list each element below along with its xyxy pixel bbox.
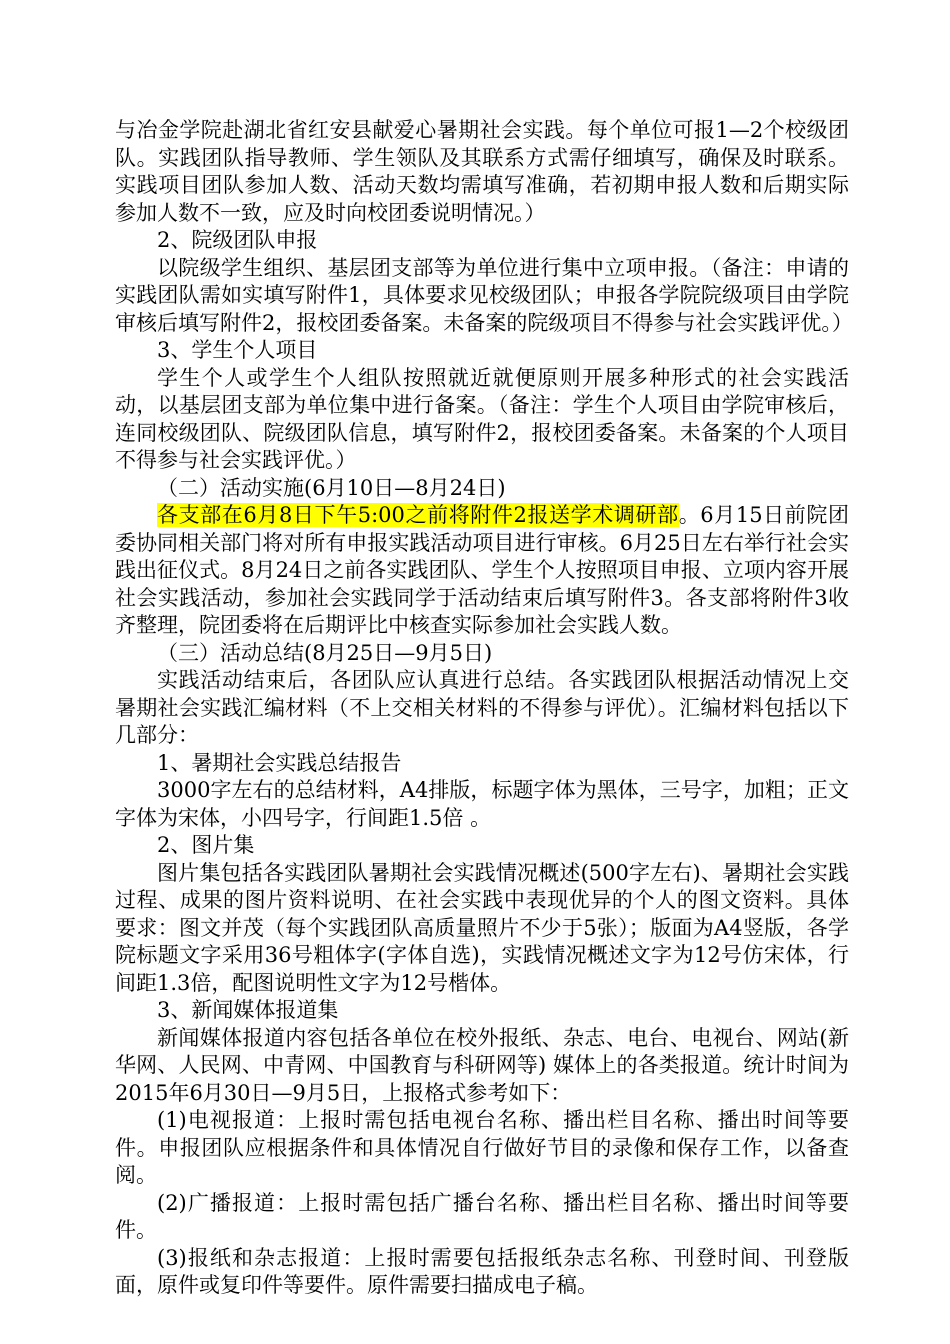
paragraph-summary: 实践活动结束后，各团队应认真进行总结。各实践团队根据活动情况上交暑期社会实践汇编材料（不上交相关材料的不得参与评优）。汇编材料包括以下几部分： <box>115 668 849 747</box>
paragraph-1: 与冶金学院赴湖北省红安县献爱心暑期社会实践。每个单位可报1—2个校级团队。实践团队指导教师、学生领队及其联系方式需仔细填写，确保及时联系。实践项目团队参加人数、活动天数均需填写准确，若初期申报人数和后期实际参加人数不一致，应及时向校团委说明情况。） <box>115 118 849 225</box>
paragraph-implementation <box>115 502 849 640</box>
heading-summary: （三）活动总结(8月25日—9月5日) <box>157 640 493 665</box>
document-body <box>115 117 853 1300</box>
item-tv-reports: (1)电视报道：上报时需包括电视台名称、播出栏目名称、播出时间等要件。申报团队应根据条件和具体情况自行做好节目的录像和保存工作，以备查阅。 <box>115 1108 849 1187</box>
item-radio-reports: (2)广播报道：上报时需包括广播台名称、播出栏目名称、播出时间等要件。 <box>115 1190 849 1242</box>
heading-college-team: 2、院级团队申报 <box>157 228 318 252</box>
heading-media-reports: 3、新闻媒体报道集 <box>157 998 339 1022</box>
heading-implementation: （二）活动实施(6月10日—8月24日) <box>157 475 506 500</box>
paragraph-individual-project: 学生个人或学生个人组队按照就近就便原则开展多种形式的社会实践活动，以基层团支部为单位集中进行备案。（备注：学生个人项目由学院审核后，连同校级团队、院级团队信息，填写附件2，报校团委备案。未备案的个人项目不得参与社会实践评优。） <box>115 365 849 472</box>
paragraph-media-reports: 新闻媒体报道内容包括各单位在校外报纸、杂志、电台、电视台、网站(新华网、人民网、中青网、中国教育与科研网等) 媒体上的各类报道。统计时间为2015年6月30日—9月5日，上报格式参考如下： <box>115 1025 849 1105</box>
highlighted-deadline: 各支部在6月8日下午5:00之前将附件2报送学术调研部 <box>157 503 679 527</box>
paragraph-photo-collection: 图片集包括各实践团队暑期社会实践情况概述(500字左右)、暑期社会实践过程、成果的图片资料说明、在社会实践中表现优异的个人的图文资料。具体要求：图文并茂（每个实践团队高质量照片不少于5张）；版面为A4竖版，各学院标题文字采用36号粗体字(字体自选)，实践情况概述文字为12号仿宋体，行间距1.3倍，配图说明性文字为12号楷体。 <box>115 860 849 995</box>
implementation-text: 。6月15日前院团委协同相关部门将对所有申报实践活动项目进行审核。6月25日左右举行社会实践出征仪式。8月24日之前各实践团队、学生个人按照项目申报、立项内容开展社会实践活动，参加社会实践同学于活动结束后填写附件3。各支部将附件3收齐整理，院团委将在后期评比中核查实际参加社会实践人数。 <box>115 503 849 637</box>
heading-individual-project: 3、学生个人项目 <box>157 338 318 362</box>
heading-summary-report: 1、暑期社会实践总结报告 <box>157 750 402 775</box>
paragraph-college-team: 以院级学生组织、基层团支部等为单位进行集中立项申报。（备注：申请的实践团队需如实填写附件1，具体要求见校级团队；申报各学院院级项目由学院审核后填写附件2，报校团委备案。未备案的院级项目不得参与社会实践评优。） <box>115 255 853 335</box>
item-newspaper-reports: (3)报纸和杂志报道：上报时需要包括报纸杂志名称、刊登时间、刊登版面，原件或复印件等要件。原件需要扫描成电子稿。 <box>115 1245 849 1297</box>
heading-photo-collection: 2、图片集 <box>157 833 255 857</box>
paragraph-summary-report: 3000字左右的总结材料，A4排版，标题字体为黑体，三号字，加粗；正文字体为宋体，小四号字，行间距1.5倍 。 <box>115 778 849 830</box>
